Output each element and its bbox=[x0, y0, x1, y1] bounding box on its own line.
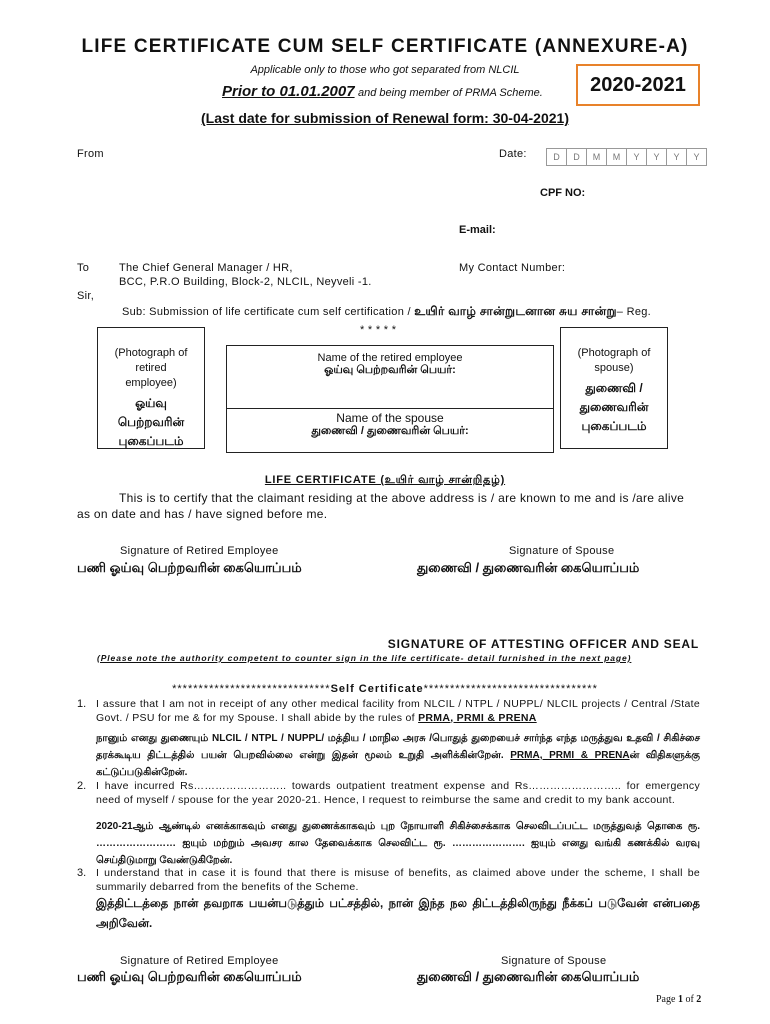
spouse-photo-en2: spouse) bbox=[594, 362, 634, 374]
self-certificate-title: Self Certificate bbox=[330, 683, 424, 695]
item-2-ta: 2020-21ஆம் ஆண்டில் எனக்காகவும் எனது துணைக்காகவும் புற நோயாளி சிகிச்சைக்காக செலவிடப்பட்ட மருத்துவத் தொகை ரூ. …………………… ஐயும் மற்றும் அவசர கால தேவைக்காக செலவிட்ட ரூ. …………………. ஐயும் எனது வங்கி கணக்கில் வரவு செய்திடுமாறு வேண்டுகிறேன். bbox=[96, 821, 700, 866]
date-box[interactable]: Y bbox=[646, 148, 667, 166]
last-date-note bbox=[0, 110, 770, 126]
date-box[interactable]: D bbox=[546, 148, 567, 166]
date-label: Date: bbox=[499, 148, 527, 160]
prior-date-tail: and being member of PRMA Scheme. bbox=[358, 87, 543, 99]
retired-name-label: Name of the retired employee bbox=[317, 352, 463, 364]
prior-date: Prior to 01.01.2007 bbox=[222, 83, 355, 100]
employee-signature-label-ta: பணி ஓய்வு பெற்றவரின் கையொப்பம் bbox=[77, 560, 302, 575]
to-label: To bbox=[77, 262, 90, 274]
page-number bbox=[656, 994, 701, 1005]
page-current: 1 bbox=[677, 994, 683, 1005]
employee-photo-ta1: ஓய்வு bbox=[135, 396, 167, 410]
employee-photo-en3: employee) bbox=[125, 377, 177, 389]
self-certificate-heading bbox=[0, 683, 770, 695]
from-label: From bbox=[77, 148, 104, 160]
subject-tamil: உயிர் வாழ் சான்றுடனான சுய சான்று bbox=[414, 304, 617, 318]
employee-photo-en1: (Photograph of bbox=[114, 347, 188, 359]
date-box[interactable]: Y bbox=[666, 148, 687, 166]
spouse-photo-ta1: துணைவி / bbox=[585, 381, 643, 395]
employee-signature-label-ta: பணி ஓய்வு பெற்றவரின் கையொப்பம் bbox=[77, 969, 302, 984]
page-mid: of bbox=[682, 994, 697, 1005]
item-2-en: I have incurred Rs…………………….. towards outpatient treatment expense and Rs…………………….. for emergency need of myself / spouse for the year 2020-21. Hence, I request to reimburse the same and credit to my bank account. bbox=[96, 780, 700, 806]
applicable-note: Applicable only to those who got separated from NLCIL bbox=[250, 64, 520, 76]
spouse-photo-en1: (Photograph of bbox=[577, 347, 651, 359]
item-3-en: I understand that in case it is found that there is misuse of benefits, as claimed above under the scheme, I shall be summarily debarred from the benefits of the Scheme. bbox=[96, 867, 700, 893]
spouse-photo-ta2: துணைவரின் bbox=[579, 400, 649, 414]
spouse-signature-label-ta: துணைவி / துணைவரின் கையொப்பம் bbox=[417, 560, 640, 575]
subject-line bbox=[122, 304, 651, 320]
stars-left: ****************************** bbox=[172, 683, 331, 695]
employee-photo-ta3: புகைப்படம் bbox=[118, 434, 184, 448]
page-total: 2 bbox=[696, 994, 702, 1005]
employee-photo-ta2: பெற்றவரின் bbox=[117, 415, 185, 429]
retired-name-label-ta: ஓய்வு பெற்றவரின் பெயர்: bbox=[324, 364, 456, 376]
retired-name-field[interactable] bbox=[227, 346, 553, 408]
spouse-signature-label-ta: துணைவி / துணைவரின் கையொப்பம் bbox=[417, 969, 640, 984]
date-box[interactable]: Y bbox=[626, 148, 647, 166]
spouse-photo-ta3: புகைப்படம் bbox=[581, 419, 647, 433]
item-1-ta-text: நானும் எனது துணையும் NLCIL / NTPL / NUPPL/ மத்திய / மாநில அரசு /பொதுத் துறையைச் சார்ந்த எந்த மருத்துவ உதவி / சிகிச்சை தரக்கூடிய திட்டத்தில் பயன் பெறவில்லை என்று இதன் மூலம் உறுதி அளிக்கின்றேன். bbox=[96, 733, 700, 761]
attesting-officer-title: SIGNATURE OF ATTESTING OFFICER AND SEAL bbox=[387, 637, 699, 651]
spouse-photo-box[interactable] bbox=[560, 327, 668, 449]
attesting-officer-note: (Please note the authority competent to counter sign in the life certificate- detail furnished in the next page) bbox=[97, 653, 632, 663]
date-box[interactable]: Y bbox=[686, 148, 707, 166]
life-certificate-heading: LIFE CERTIFICATE (உயிர் வாழ் சான்றிதழ்) bbox=[264, 474, 506, 486]
item-1-ta bbox=[96, 730, 700, 781]
life-certificate-body: This is to certify that the claimant residing at the above address is / are known to me and is /are alive as on date and has / have signed before me. bbox=[77, 491, 685, 521]
date-box[interactable]: M bbox=[586, 148, 607, 166]
name-box bbox=[226, 345, 554, 453]
spouse-name-label-ta: துணைவி / துணைவரின் பெயர்: bbox=[311, 425, 469, 437]
item-3-ta: இத்திட்டத்தை நான் தவறாக பயன்படுத்தும் பட்சத்தில், நான் இந்த நல திட்டத்திலிருந்து நீக்கப் படுவேன் என்பதை அறிவேன். bbox=[96, 898, 700, 930]
page-prefix: Page bbox=[656, 994, 678, 1005]
item-number: 1. bbox=[77, 698, 87, 710]
stars-right: ********************************* bbox=[423, 683, 598, 695]
item-1-ta-bold: PRMA, PRMI & PRENA bbox=[510, 750, 630, 761]
employee-signature-label: Signature of Retired Employee bbox=[120, 545, 279, 557]
item-number: 2. bbox=[77, 780, 87, 792]
email-label: E-mail: bbox=[459, 224, 496, 236]
item-number: 3. bbox=[77, 867, 87, 879]
spouse-signature-label: Signature of Spouse bbox=[509, 545, 615, 557]
date-box[interactable]: D bbox=[566, 148, 587, 166]
date-field[interactable] bbox=[547, 148, 707, 166]
cpf-label: CPF NO: bbox=[540, 187, 586, 199]
subject-prefix: Sub: Submission of life certificate cum self certification / bbox=[122, 306, 411, 318]
employee-photo-en2: retired bbox=[135, 362, 167, 374]
addressee-line1: The Chief General Manager / HR, bbox=[119, 262, 293, 274]
subject-suffix: – Reg. bbox=[616, 306, 652, 318]
employee-photo-box[interactable] bbox=[97, 327, 205, 449]
contact-label: My Contact Number: bbox=[459, 262, 566, 274]
year-badge: 2020-2021 bbox=[576, 64, 700, 106]
employee-signature-label: Signature of Retired Employee bbox=[120, 955, 279, 967]
item-1-en bbox=[96, 698, 700, 725]
date-box[interactable]: M bbox=[606, 148, 627, 166]
spouse-name-label: Name of the spouse bbox=[336, 411, 444, 425]
last-date-text: (Last date for submission of Renewal form: 30-04-2021) bbox=[201, 110, 569, 126]
item-1-ta-tail: ன் விதிகளுக்கு கட்டுப்படுகின்றேன். bbox=[96, 750, 700, 778]
subject-stars: * * * * * bbox=[360, 324, 397, 336]
addressee-line2: BCC, P.R.O Building, Block-2, NLCIL, Neyveli -1. bbox=[119, 276, 372, 288]
item-1-text: I assure that I am not in receipt of any other medical facility from NLCIL / NTPL / NUPPL/ NLCIL projects / Central /State Govt. / PSU for me & for my Spouse. I shall abide by the rules of bbox=[96, 698, 700, 724]
page-title: LIFE CERTIFICATE CUM SELF CERTIFICATE (ANNEXURE-A) bbox=[81, 36, 689, 57]
salutation: Sir, bbox=[77, 290, 95, 302]
item-1-bold: PRMA, PRMI & PRENA bbox=[418, 711, 537, 724]
spouse-signature-label: Signature of Spouse bbox=[501, 955, 607, 967]
spouse-name-field[interactable] bbox=[227, 408, 553, 451]
